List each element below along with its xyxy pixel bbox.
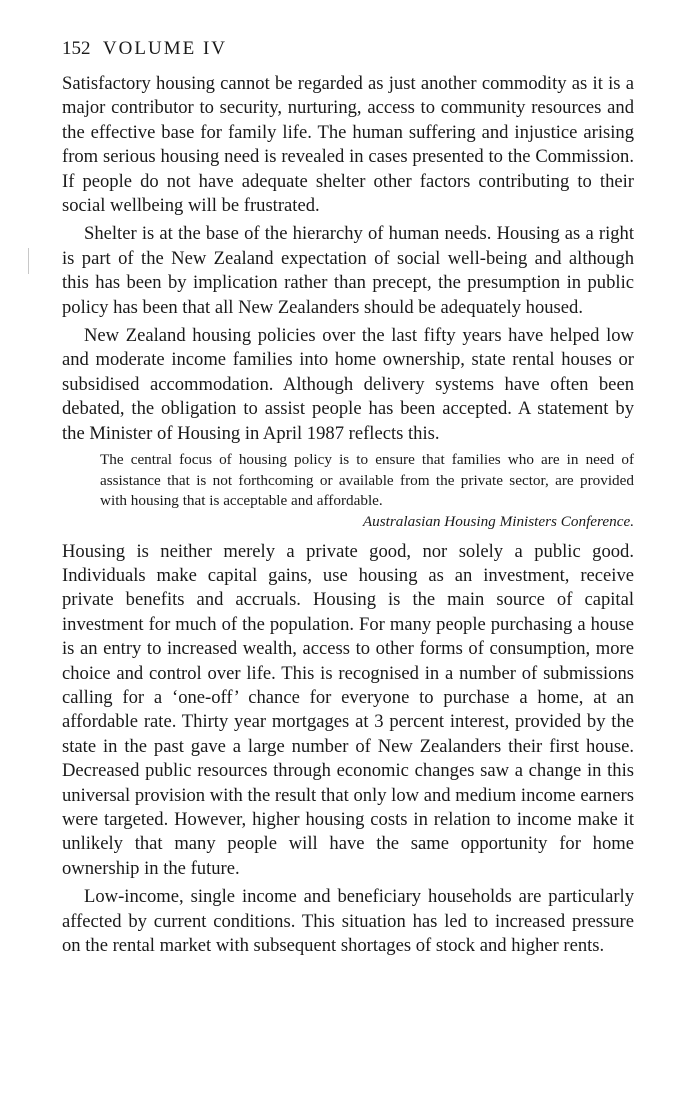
volume-label: VOLUME IV	[102, 38, 227, 59]
paragraph-3: New Zealand housing policies over the last fifty years have helped low and moderate income families into home ownership, state rental houses or subsidised accommodation. Although delivery systems have often been debated, the obligation to assist people has been accepted. A statement by the Minister of Housing in April 1987 reflects this.	[62, 325, 634, 444]
document-page	[62, 36, 634, 963]
running-head	[62, 36, 634, 62]
paragraph-4: Housing is neither merely a private good, nor solely a public good. Individuals make capital gains, use housing as an investment, receive private benefits and accruals. Housing is the main source of capital investment for much of the population. For many people purchasing a house is an entry to increased wealth, access to other forms of consumption, more choice and control over life. This is recognised in a number of submissions calling for a ‘one-off’ chance for everyone to purchase a home, at an affordable rate. Thirty year mortgages at 3 percent interest, provided by the state in the past gave a large number of New Zealanders their first house. Decreased public resources through economic changes saw a change in this universal provision with the result that only low and medium income earners were targeted. However, higher housing costs in relation to income make it unlikely that many people will have the same opportunity for home ownership in the future.	[62, 540, 634, 879]
quote-attribution: Australasian Housing Ministers Conference.	[362, 512, 634, 530]
quote-text: The central focus of housing policy is to ensure that families who are in need of assistance that is not forthcoming or available from the private sector, are provided with housing that is acceptable and affordable.	[100, 451, 634, 510]
block-quote	[100, 450, 634, 532]
paragraph-1: Satisfactory housing cannot be regarded as just another commodity as it is a major contributor to security, nurturing, access to community resources and the effective base for family life. The human suffering and injustice arising from serious housing need is revealed in cases presented to the Commission. If people do not have adequate shelter other factors contributing to their social wellbeing will be frustrated.	[62, 73, 634, 217]
paragraph-5: Low-income, single income and beneficiary households are particularly affected by current conditions. This situation has led to increased pressure on the rental market with subsequent shortages of stock and higher rents.	[62, 886, 634, 957]
paragraph-2: Shelter is at the base of the hierarchy of human needs. Housing as a right is part of the New Zealand expectation of social well-being and although this has been by implication rather than precept, the presumption in public policy has been that all New Zealanders should be adequately housed.	[62, 223, 634, 318]
margin-mark	[28, 248, 29, 274]
page-number: 152	[62, 38, 91, 59]
